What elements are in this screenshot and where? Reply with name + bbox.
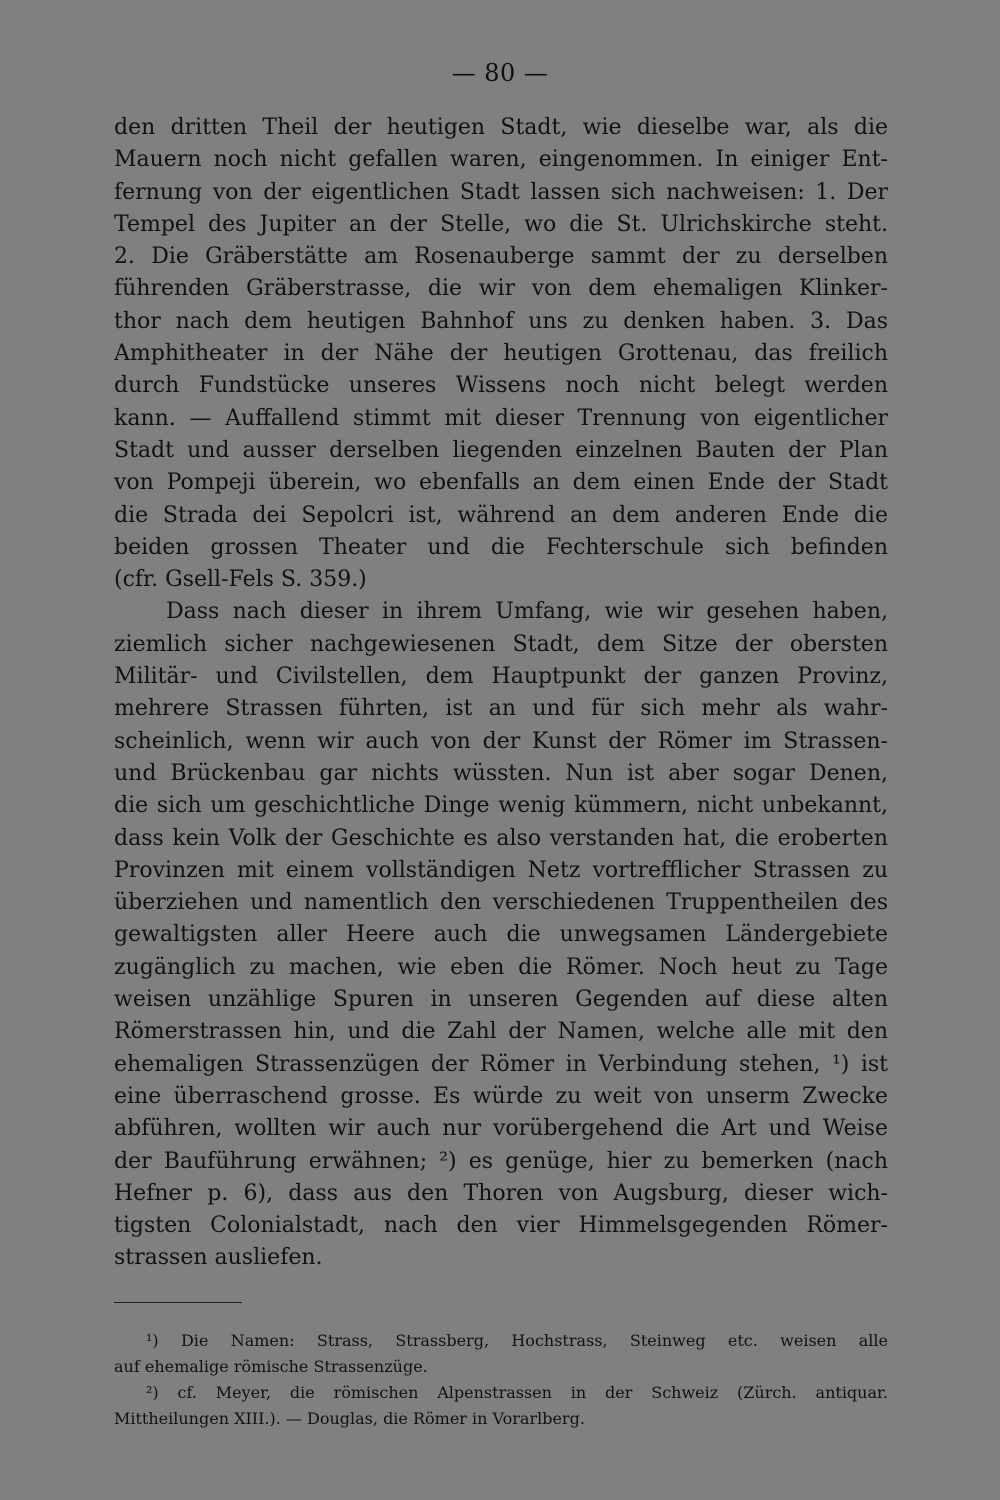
main-text (114, 112, 888, 1275)
text-line: die sich um geschichtliche Dinge wenig kümmern, nicht unbekannt, (114, 793, 888, 819)
text-line: zugänglich zu machen, wie eben die Römer. Noch heut zu Tage (114, 954, 888, 980)
text-line: thor nach dem heutigen Bahnhof uns zu denken haben. 3. Das (114, 308, 888, 334)
text-line: führenden Gräberstrasse, die wir von dem ehemaligen Klinker- (114, 276, 888, 302)
footnote-1-line: auf ehemalige römische Strassenzüge. (114, 1357, 428, 1376)
text-line: und Brückenbau gar nichts wüssten. Nun ist aber sogar Denen, (114, 760, 888, 786)
text-line: ziemlich sicher nachgewiesenen Stadt, dem Sitze der obersten (114, 631, 888, 657)
text-line: scheinlich, wenn wir auch von der Kunst der Römer im Strassen- (114, 728, 888, 754)
text-line: Provinzen mit einem vollständigen Netz vortrefflicher Strassen zu (114, 857, 888, 883)
page-number: — 80 — (451, 59, 549, 87)
text-line: Tempel des Jupiter an der Stelle, wo die St. Ulrichskirche steht. (114, 211, 888, 237)
footnote-divider (114, 1302, 242, 1303)
text-line: Amphitheater in der Nähe der heutigen Grottenau, das freilich (114, 341, 888, 367)
text-line: durch Fundstücke unseres Wissens noch nicht belegt werden (114, 373, 888, 399)
text-line: überziehen und namentlich den verschiedenen Truppentheilen des (114, 890, 888, 916)
text-line: den dritten Theil der heutigen Stadt, wie dieselbe war, als die (114, 115, 888, 140)
text-line: von Pompeji überein, wo ebenfalls an dem einen Ende der Stadt (114, 470, 888, 496)
text-line: Stadt und ausser derselben liegenden einzelnen Bauten der Plan (114, 437, 888, 463)
footnote-2-line: Mittheilungen XIII.). — Douglas, die Römer in Vorarlberg. (114, 1409, 585, 1428)
paragraph-first-line: Dass nach dieser in ihrem Umfang, wie wir gesehen haben, (166, 599, 888, 625)
text-line: Militär- und Civilstellen, dem Hauptpunkt der ganzen Provinz, (114, 664, 888, 690)
text-line: weisen unzählige Spuren in unseren Gegenden auf diese alten (114, 987, 888, 1013)
text-line: eine überraschend grosse. Es würde zu weit von unserm Zwecke (114, 1083, 888, 1109)
text-line: abführen, wollten wir auch nur vorübergehend die Art und Weise (114, 1116, 888, 1142)
text-line: (cfr. Gsell-Fels S. 359.) (114, 567, 367, 593)
text-line: Mauern noch nicht gefallen waren, eingenommen. In einiger Ent- (114, 147, 888, 173)
footnote-1-line: ¹) Die Namen: Strass, Strassberg, Hochstrass, Steinweg etc. weisen alle (146, 1331, 888, 1350)
text-line: 2. Die Gräberstätte am Rosenauberge sammt der zu derselben (114, 244, 888, 270)
text-line: die Strada dei Sepolcri ist, während an dem anderen Ende die (114, 502, 888, 528)
text-line: tigsten Colonialstadt, nach den vier Himmelsgegenden Römer- (114, 1213, 888, 1239)
footnote-2-line: ²) cf. Meyer, die römischen Alpenstrassen in der Schweiz (Zürch. antiquar. (146, 1383, 888, 1402)
text-line: fernung von der eigentlichen Stadt lassen sich nachweisen: 1. Der (114, 179, 888, 205)
text-line: ehemaligen Strassenzügen der Römer in Verbindung stehen, ¹) ist (114, 1051, 888, 1077)
text-line: der Bauführung erwähnen; ²) es genüge, hier zu bemerken (nach (114, 1148, 888, 1174)
text-line: kann. — Auffallend stimmt mit dieser Trennung von eigentlicher (114, 405, 888, 431)
text-line: dass kein Volk der Geschichte es also verstanden hat, die eroberten (114, 825, 888, 851)
text-line: Hefner p. 6), dass aus den Thoren von Augsburg, dieser wich- (114, 1180, 888, 1206)
text-line: gewaltigsten aller Heere auch die unwegsamen Ländergebiete (114, 922, 888, 948)
text-line: beiden grossen Theater und die Fechterschule sich befinden (114, 534, 888, 560)
text-line: Römerstrassen hin, und die Zahl der Namen, welche alle mit den (114, 1019, 888, 1045)
text-line: mehrere Strassen führten, ist an und für sich mehr als wahr- (114, 696, 888, 722)
text-line: strassen ausliefen. (114, 1245, 323, 1271)
footnotes (114, 1328, 888, 1432)
